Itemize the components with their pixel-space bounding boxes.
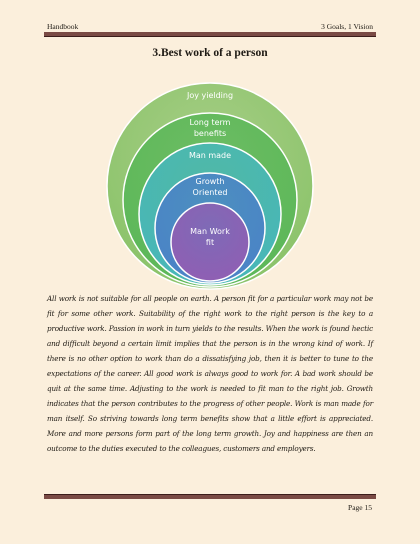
body-paragraph: All work is not suitable for all people on earth. A person fit for a particular work may not be fit for some other work. Suitability of the right work to the right person is the key to a productive work. Passion in work in turn yields to the results. When the work is found hectic and difficult beyond a certain limit implies that the person is in the wrong kind of work. If there is no other option to work than do a dissatisfying job, then it is better to tune to the expectations of the career. All good work is always good to work for. A bad work should be quit at the same time. Adjusting to the work is needed to fit man to the right job. Growth indicates that the person contributes to the progress of other people. Work is man made for man itself. So striving towards long term benefits show that a little effort is appreciated. More and more persons form part of the long term growth. Joy and happiness are then an outcome to the duties executed to the colleagues, customers and employers. — [47, 294, 373, 453]
circle-label-5: Man Work — [190, 227, 230, 236]
header-right: 3 Goals, 1 Vision — [321, 22, 373, 31]
circle-label-1: Joy yielding — [186, 91, 234, 100]
circle-label-4: Oriented — [192, 188, 228, 197]
circle-label-5: fit — [205, 238, 215, 247]
section-title: 3.Best work of a person — [152, 47, 268, 59]
page-number: Page 15 — [348, 503, 372, 512]
footer-rule — [44, 494, 376, 499]
circle-label-2: Long term — [189, 118, 231, 127]
header-left: Handbook — [47, 22, 79, 31]
circle-label-3: Man made — [188, 151, 232, 160]
circle-label-2: benefits — [193, 129, 227, 138]
circle-label-4: Growth — [195, 177, 225, 186]
